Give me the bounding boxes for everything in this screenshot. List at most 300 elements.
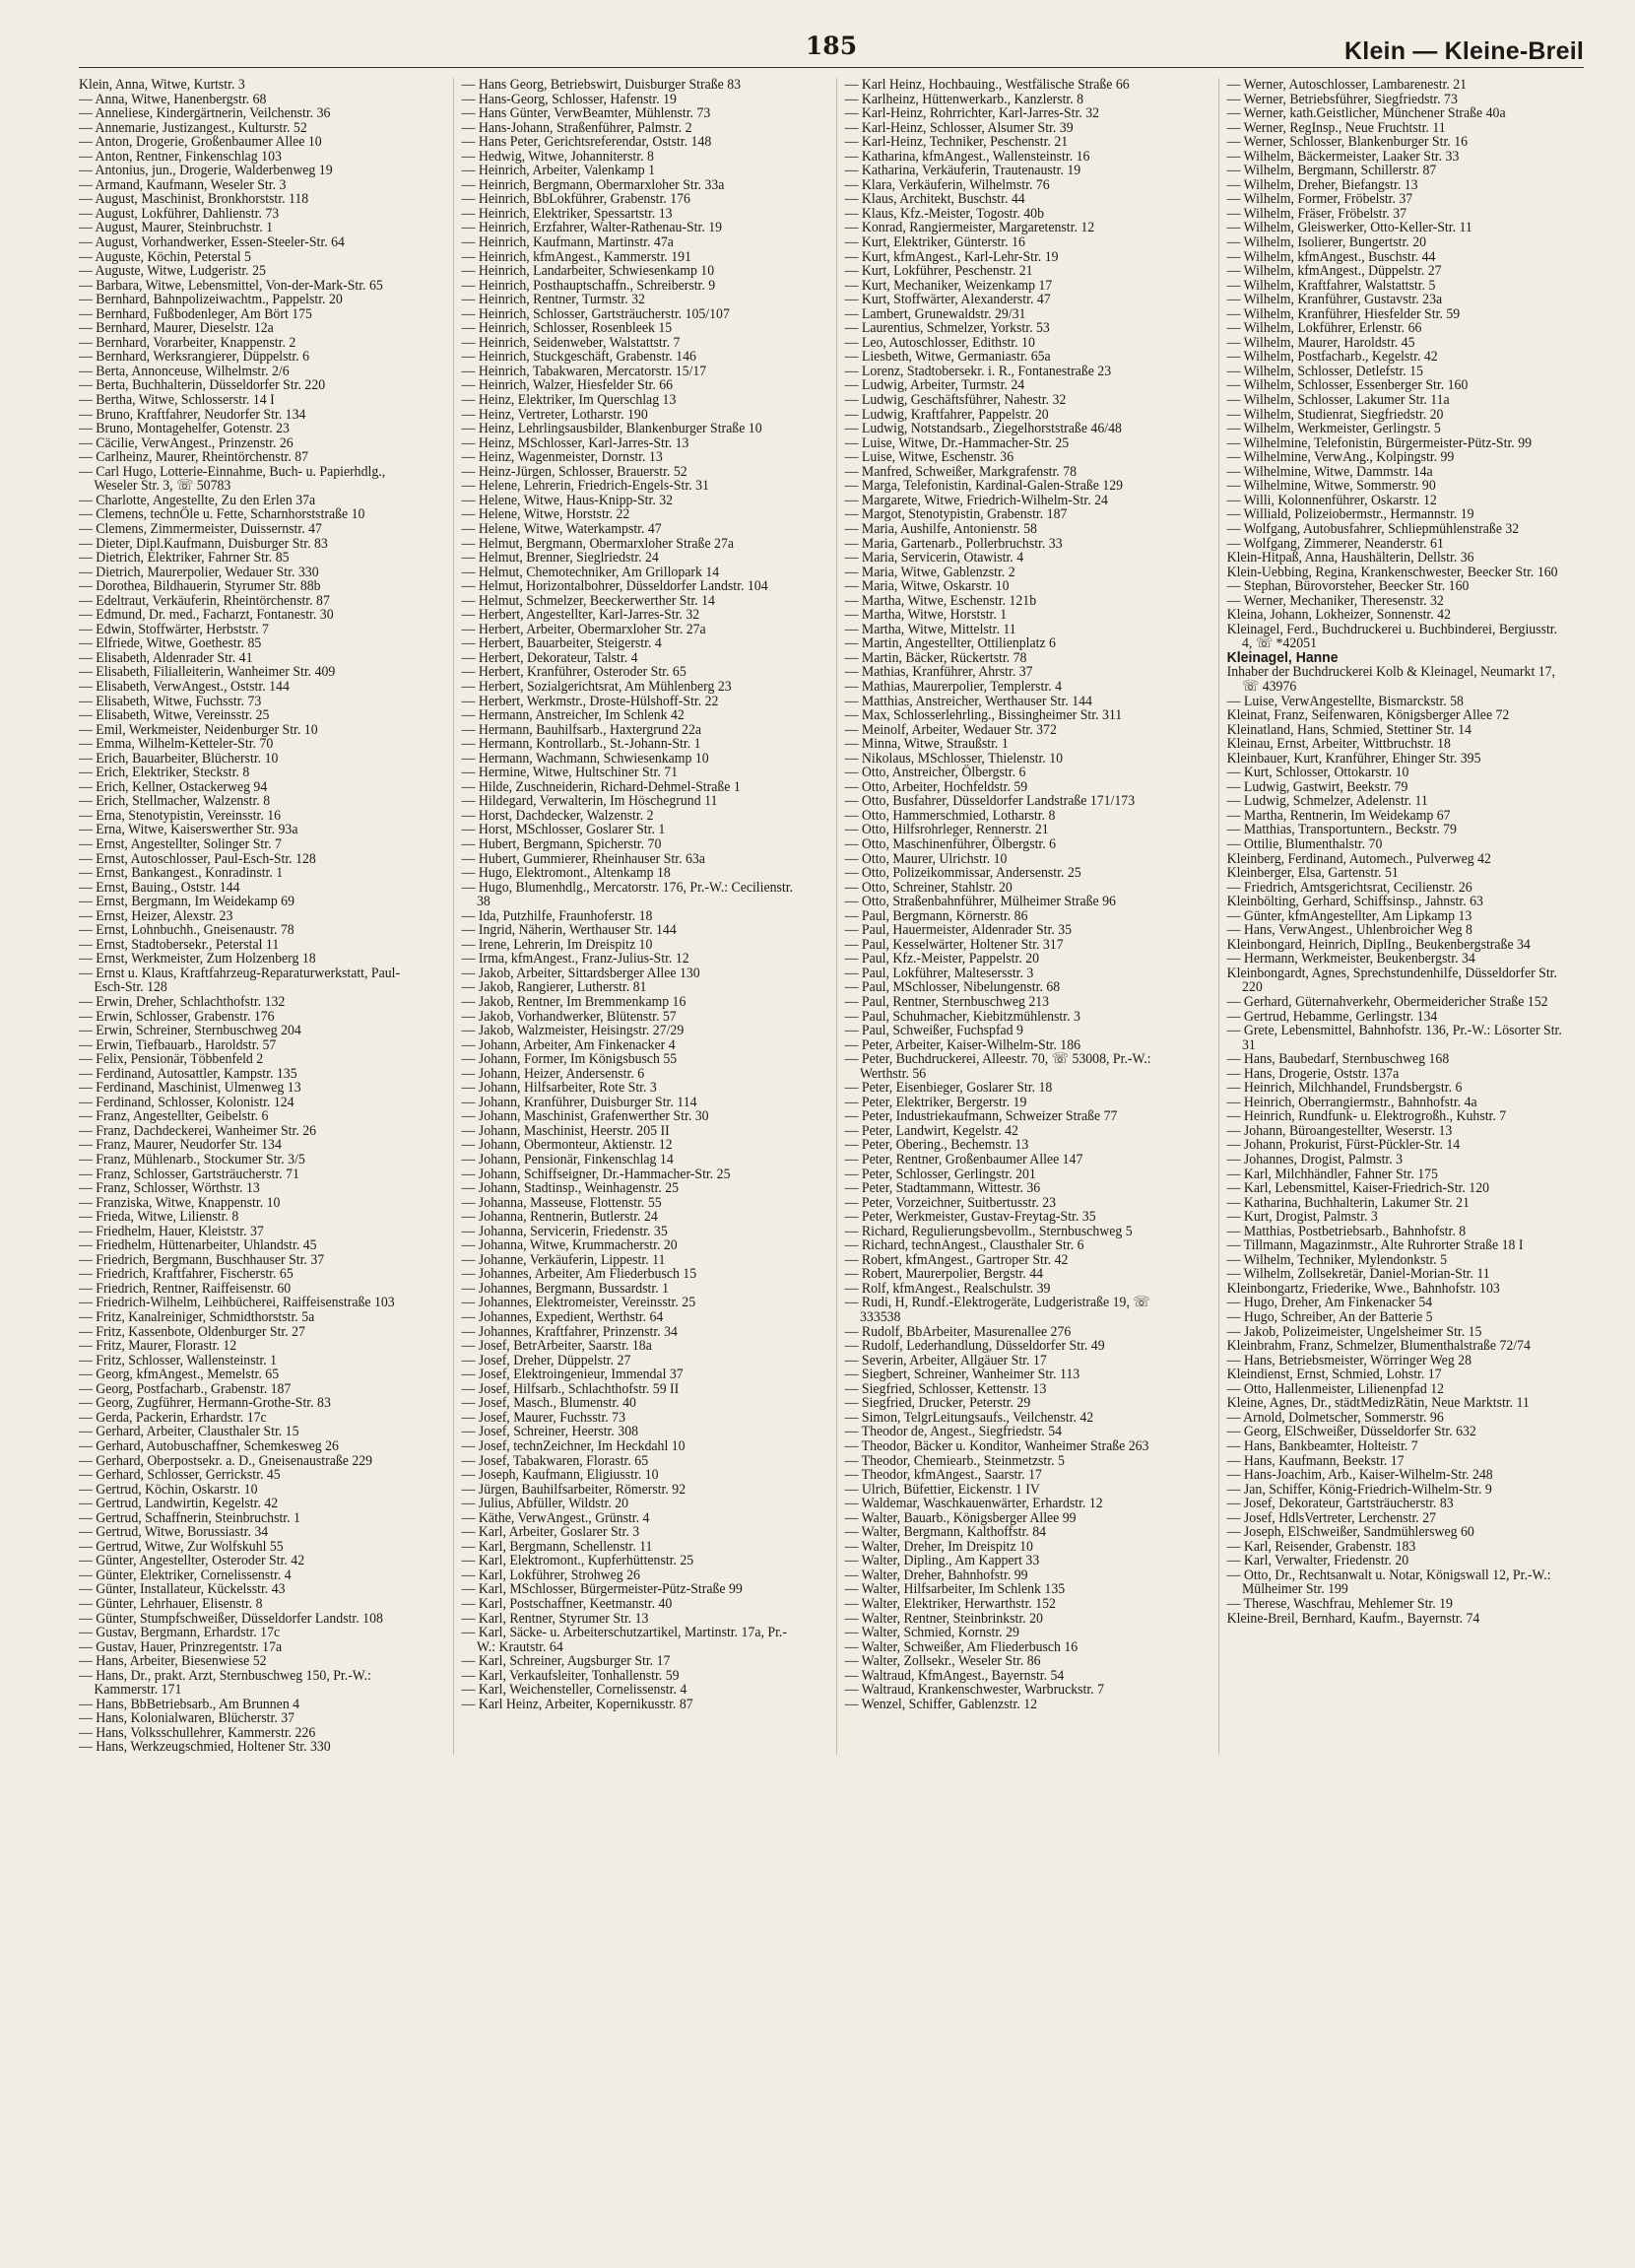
directory-entry: — Peter, Buchdruckerei, Alleestr. 70, ☏ 53008, Pr.-W.: Werthstr. 56 <box>844 1051 1151 1082</box>
directory-entry: — Friedrich-Wilhelm, Leihbücherei, Raiffeisenstraße 103 <box>79 1295 395 1311</box>
directory-entry: Kleinbölting, Gerhard, Schiffsinsp., Jahnstr. 63 <box>1226 894 1484 910</box>
directory-entry: — Karl-Heinz, Techniker, Peschenstr. 21 <box>844 134 1068 151</box>
directory-entry: Kleinbauer, Kurt, Kranführer, Ehinger Str. 395 <box>1226 750 1481 767</box>
directory-entry: — Georg, Postfacharb., Grabenstr. 187 <box>79 1380 292 1397</box>
directory-entry: — Franz, Schlosser, Wörthstr. 13 <box>79 1180 260 1197</box>
directory-entry: — Arnold, Dolmetscher, Sommerstr. 96 <box>1226 1409 1444 1426</box>
directory-entry: — Werner, RegInsp., Neue Fruchtstr. 11 <box>1226 119 1446 136</box>
directory-entry: — Ludwig, Gastwirt, Beekstr. 79 <box>1226 778 1408 795</box>
directory-entry: — Franz, Angestellter, Geibelstr. 6 <box>79 1108 269 1125</box>
directory-entry: — Horst, MSchlosser, Goslarer Str. 1 <box>461 822 666 838</box>
directory-entry: — Johannes, Expedient, Werthstr. 64 <box>461 1309 664 1326</box>
directory-entry: — Gertrud, Witwe, Borussiastr. 34 <box>79 1524 269 1541</box>
directory-entry: — Otto, Busfahrer, Düsseldorfer Landstraße 171/173 <box>844 793 1135 810</box>
directory-entry: — Fritz, Schlosser, Wallensteinstr. 1 <box>79 1352 278 1368</box>
directory-entry: — Gerhard, Oberpostsekr. a. D., Gneisenaustraße 229 <box>79 1452 373 1469</box>
directory-entry: — Barbara, Witwe, Lebensmittel, Von-der-Mark-Str. 65 <box>79 277 383 294</box>
directory-entry: — Hans, Volksschullehrer, Kammerstr. 226 <box>79 1724 316 1741</box>
directory-entry: — Johannes, Elektromeister, Vereinsstr. 25 <box>461 1295 695 1311</box>
directory-entry: — Bernhard, Maurer, Dieselstr. 12a <box>79 320 274 337</box>
directory-entry: — Kurt, Stoffwärter, Alexanderstr. 47 <box>844 292 1051 308</box>
directory-entry: — Annemarie, Justizangest., Kulturstr. 52 <box>79 119 307 136</box>
directory-entry: Kleinagel, Hanne <box>1226 649 1339 666</box>
directory-entry: — Herbert, Werkmstr., Droste-Hülshoff-Str. 22 <box>461 693 719 709</box>
directory-entry: — Erna, Witwe, Kaiserswerther Str. 93a <box>79 822 298 838</box>
directory-entry: — August, Vorhandwerker, Essen-Steeler-Str. 64 <box>79 234 345 251</box>
directory-entry: Kleinberger, Elsa, Gartenstr. 51 <box>1226 865 1400 882</box>
page-header <box>79 33 1584 68</box>
directory-entry: — Hugo, Elektromont., Altenkamp 18 <box>461 865 671 882</box>
directory-entry: — Ernst, Autoschlosser, Paul-Esch-Str. 128 <box>79 850 316 867</box>
directory-entry: — Werner, Autoschlosser, Lambarenestr. 21 <box>1226 77 1468 93</box>
directory-entry: — Paul, MSchlosser, Nibelungenstr. 68 <box>844 979 1060 996</box>
directory-entry: — Auguste, Köchin, Peterstal 5 <box>79 248 251 265</box>
directory-entry: — Paul, Kfz.-Meister, Pappelstr. 20 <box>844 951 1039 967</box>
directory-entry: — Josef, Dreher, Düppelstr. 27 <box>461 1352 631 1368</box>
directory-entry: — Hans, Kaufmann, Beekstr. 17 <box>1226 1452 1405 1469</box>
directory-entry: — Karl, MSchlosser, Bürgermeister-Pütz-Straße 99 <box>461 1581 743 1598</box>
directory-entry: — Ida, Putzhilfe, Fraunhoferstr. 18 <box>461 907 653 924</box>
directory-entry: — Wilhelm, Schlosser, Detlefstr. 15 <box>1226 363 1424 379</box>
directory-entry: — Otto, Polizeikommissar, Andersenstr. 25 <box>844 865 1081 882</box>
directory-entry: — Wilhelm, Postfacharb., Kegelstr. 42 <box>1226 349 1438 366</box>
directory-entry: — Heinz, MSchlosser, Karl-Jarres-Str. 13 <box>461 434 689 451</box>
directory-entry: — Georg, Zugführer, Hermann-Grothe-Str. 83 <box>79 1395 331 1412</box>
directory-entry: — Gustav, Hauer, Prinzregentstr. 17a <box>79 1638 283 1655</box>
directory-entry: — Klara, Verkäuferin, Wilhelmstr. 76 <box>844 176 1050 193</box>
directory-entry: — Martha, Rentnerin, Im Weidekamp 67 <box>1226 807 1451 824</box>
directory-entry: — Wilhelm, Techniker, Mylendonkstr. 5 <box>1226 1251 1448 1268</box>
directory-entry: — Laurentius, Schmelzer, Yorkstr. 53 <box>844 320 1050 337</box>
directory-entry: — Otto, Maurer, Ulrichstr. 10 <box>844 850 1007 867</box>
directory-entry: — Ernst, Stadtobersekr., Peterstal 11 <box>79 936 280 953</box>
directory-entry: — Theodor, Bäcker u. Konditor, Wanheimer Straße 263 <box>844 1437 1148 1454</box>
directory-entry: — Herbert, Arbeiter, Obermarxloher Str. 27a <box>461 621 706 637</box>
directory-entry: — Walter, Dreher, Im Dreispitz 10 <box>844 1538 1033 1555</box>
directory-entry: — Bruno, Kraftfahrer, Neudorfer Str. 134 <box>79 406 306 423</box>
directory-entry: — Walter, Schweißer, Am Fliederbusch 16 <box>844 1638 1078 1655</box>
directory-entry: — Karl, Säcke- u. Arbeiterschutzartikel, Martinstr. 17a, Pr.-W.: Krautstr. 64 <box>461 1625 787 1655</box>
directory-entry: — Heinrich, kfmAngest., Kammerstr. 191 <box>461 248 691 265</box>
directory-entry: — Severin, Arbeiter, Allgäuer Str. 17 <box>844 1352 1047 1368</box>
directory-entry: — Friedrich, Bergmann, Buschhauser Str. 37 <box>79 1251 325 1268</box>
directory-entry: — Johann, Stadtinsp., Weinhagenstr. 25 <box>461 1180 679 1197</box>
directory-entry: Kleinagel, Ferd., Buchdruckerei u. Buchbinderei, Bergiusstr. 4, ☏ *42051 <box>1226 621 1558 652</box>
directory-entry: Klein-Hitpaß, Anna, Haushälterin, Dellstr. 36 <box>1226 550 1474 567</box>
directory-entry: — Elfriede, Witwe, Goethestr. 85 <box>79 635 262 652</box>
directory-entry: — Hermann, Bauhilfsarb., Haxtergrund 22a <box>461 721 701 738</box>
directory-entry: — Heinrich, Milchhandel, Frundsbergstr. 6 <box>1226 1080 1463 1097</box>
directory-entry: — Josef, Schreiner, Heerstr. 308 <box>461 1424 638 1440</box>
directory-entry: — Jakob, Rentner, Im Bremmenkamp 16 <box>461 994 687 1010</box>
directory-entry: — Wilhelm, Kranführer, Gustavstr. 23a <box>1226 292 1443 308</box>
directory-entry: — Walter, Elektriker, Herwarthstr. 152 <box>844 1595 1056 1612</box>
directory-entry: — Theodor, kfmAngest., Saarstr. 17 <box>844 1467 1042 1484</box>
directory-entry: — Heinrich, Kaufmann, Martinstr. 47a <box>461 234 674 251</box>
directory-column-3 <box>836 78 1187 1755</box>
directory-entry: Kleinau, Ernst, Arbeiter, Wittbruchstr. 18 <box>1226 736 1452 753</box>
directory-entry: — Wilhelm, Lokführer, Erlenstr. 66 <box>1226 320 1422 337</box>
directory-entry: — Margot, Stenotypistin, Grabenstr. 187 <box>844 506 1067 523</box>
directory-entry: — Peter, Landwirt, Kegelstr. 42 <box>844 1122 1018 1139</box>
directory-entry: — Wilhelm, kfmAngest., Buschstr. 44 <box>1226 248 1436 265</box>
directory-entry: — Friedrich, Kraftfahrer, Fischerstr. 65 <box>79 1266 294 1283</box>
directory-entry: — Karl, Arbeiter, Goslarer Str. 3 <box>461 1524 639 1541</box>
directory-entry: — Luise, Witwe, Dr.-Hammacher-Str. 25 <box>844 434 1069 451</box>
directory-entry: — Jakob, Walzmeister, Heisingstr. 27/29 <box>461 1023 685 1039</box>
directory-entry: — Ludwig, Geschäftsführer, Nahestr. 32 <box>844 392 1066 409</box>
directory-entry: — Berta, Annonceuse, Wilhelmstr. 2/6 <box>79 363 290 379</box>
directory-entry: — Irene, Lehrerin, Im Dreispitz 10 <box>461 936 653 953</box>
directory-entry: — Helmut, Horizontalbohrer, Düsseldorfer Landstr. 104 <box>461 578 768 595</box>
directory-entry: — Kurt, Elektriker, Günterstr. 16 <box>844 234 1025 251</box>
directory-entry: — Hermann, Werkmeister, Beukenbergstr. 34 <box>1226 951 1476 967</box>
directory-entry: — Martin, Angestellter, Ottilienplatz 6 <box>844 635 1056 652</box>
directory-entry: — Hans Günter, VerwBeamter, Mühlenstr. 73 <box>461 105 711 122</box>
directory-entry: — Martha, Witwe, Eschenstr. 121b <box>844 592 1036 609</box>
directory-entry: — Josef, HdlsVertreter, Lerchenstr. 27 <box>1226 1509 1437 1526</box>
directory-entry: — Tillmann, Magazinmstr., Alte Ruhrorter Straße 18 I <box>1226 1237 1524 1254</box>
directory-entry: — Herbert, Angestellter, Karl-Jarres-Str. 32 <box>461 607 699 624</box>
directory-entry: — Lorenz, Stadtobersekr. i. R., Fontanestraße 23 <box>844 363 1111 379</box>
directory-entry: — Wilhelmine, VerwAng., Kolpingstr. 99 <box>1226 449 1455 466</box>
directory-entry: — Therese, Waschfrau, Mehlemer Str. 19 <box>1226 1595 1454 1612</box>
directory-entry: — Johanne, Verkäuferin, Lippestr. 11 <box>461 1251 666 1268</box>
directory-entry: — Liesbeth, Witwe, Germaniastr. 65a <box>844 349 1051 366</box>
directory-entry: — Elisabeth, VerwAngest., Oststr. 144 <box>79 678 290 695</box>
directory-entry: — Ingrid, Näherin, Werthauser Str. 144 <box>461 922 677 939</box>
directory-entry: Inhaber der Buchdruckerei Kolb & Kleinagel, Neumarkt 17, ☏ 43976 <box>1226 664 1556 695</box>
directory-entry: — Heinrich, Stuckgeschäft, Grabenstr. 146 <box>461 349 696 366</box>
directory-entry: — Ferdinand, Schlosser, Kolonistr. 124 <box>79 1094 294 1110</box>
directory-entry: — Ernst, Bauing., Oststr. 144 <box>79 879 240 896</box>
directory-entry: — Helene, Witwe, Waterkampstr. 47 <box>461 520 662 537</box>
directory-entry: — Kurt, kfmAngest., Karl-Lehr-Str. 19 <box>844 248 1059 265</box>
directory-entry: — Gertrud, Köchin, Oskarstr. 10 <box>79 1481 258 1498</box>
directory-entry: — Wilhelm, Kranführer, Hiesfelder Str. 59 <box>1226 305 1461 322</box>
directory-entry: — Maria, Gartenarb., Pollerbruchstr. 33 <box>844 535 1063 552</box>
directory-entry: — Joseph, Kaufmann, Eligiusstr. 10 <box>461 1467 659 1484</box>
directory-entry: — Günter, kfmAngestellter, Am Lipkamp 13 <box>1226 907 1472 924</box>
directory-entry: — Johann, Maschinist, Grafenwerther Str. 30 <box>461 1108 709 1125</box>
directory-entry: — Peter, Rentner, Großenbaumer Allee 147 <box>844 1152 1082 1168</box>
directory-entry: — Hans Peter, Gerichtsreferendar, Oststr. 148 <box>461 134 712 151</box>
directory-entry: — Emma, Wilhelm-Ketteler-Str. 70 <box>79 736 274 753</box>
directory-entry: — Dietrich, Maurerpolier, Wedauer Str. 330 <box>79 564 319 580</box>
directory-entry: — Karl, Verkaufsleiter, Tonhallenstr. 59 <box>461 1667 680 1684</box>
directory-entry: — Johanna, Servicerin, Friedenstr. 35 <box>461 1223 668 1239</box>
directory-entry: — Manfred, Schweißer, Markgrafenstr. 78 <box>844 463 1077 480</box>
directory-entry: — Heinz, Lehrlingsausbilder, Blankenburger Straße 10 <box>461 421 762 437</box>
directory-entry: — Friedhelm, Hüttenarbeiter, Uhlandstr. 45 <box>79 1237 317 1254</box>
directory-entry: — Ulrich, Büfettier, Eickenstr. 1 IV <box>844 1481 1040 1498</box>
directory-entry: — Auguste, Witwe, Ludgeristr. 25 <box>79 263 266 280</box>
directory-entry: — Willi, Kolonnenführer, Oskarstr. 12 <box>1226 492 1438 508</box>
directory-entry: — Franz, Schlosser, Gartsträucherstr. 71 <box>79 1166 299 1182</box>
directory-entry: Kleinbongard, Heinrich, DiplIng., Beukenbergstraße 34 <box>1226 936 1532 953</box>
directory-entry: — Otto, Dr., Rechtsanwalt u. Notar, Königswall 12, Pr.-W.: Mülheimer Str. 199 <box>1226 1567 1551 1598</box>
directory-entry: — August, Lokführer, Dahlienstr. 73 <box>79 205 280 222</box>
directory-entry: Klein, Anna, Witwe, Kurtstr. 3 <box>79 77 245 93</box>
directory-entry: — Carlheinz, Maurer, Rheintörchenstr. 87 <box>79 449 309 466</box>
directory-entry: — Georg, ElSchweißer, Düsseldorfer Str. 632 <box>1226 1424 1477 1440</box>
directory-entry: — Frieda, Witwe, Lilienstr. 8 <box>79 1209 239 1226</box>
directory-entry: — Richard, Regulierungsbevollm., Sternbuschweg 5 <box>844 1223 1133 1239</box>
directory-entry: — Hans, Arbeiter, Biesenwiese 52 <box>79 1653 267 1670</box>
directory-entry: — Gustav, Bergmann, Erhardstr. 17c <box>79 1625 281 1641</box>
directory-entry: — Walter, Hilfsarbeiter, Im Schlenk 135 <box>844 1581 1065 1598</box>
directory-entry: — Wilhelm, Studienrat, Siegfriedstr. 20 <box>1226 406 1444 423</box>
directory-entry: — Wenzel, Schiffer, Gablenzstr. 12 <box>844 1696 1037 1712</box>
directory-entry: — Ernst u. Klaus, Kraftfahrzeug-Reparaturwerkstatt, Paul-Esch-Str. 128 <box>79 965 401 996</box>
directory-entry: — Konrad, Rangiermeister, Margaretenstr. 12 <box>844 220 1094 236</box>
directory-entry: — Peter, Schlosser, Gerlingstr. 201 <box>844 1166 1036 1182</box>
directory-entry: — Ernst, Bankangest., Konradinstr. 1 <box>79 865 284 882</box>
directory-entry: — Edeltraut, Verkäuferin, Rheintörchenstr. 87 <box>79 592 330 609</box>
directory-entry: — Katharina, Verkäuferin, Trautenaustr. 19 <box>844 163 1080 179</box>
directory-entry: — Wilhelm, Bergmann, Schillerstr. 87 <box>1226 163 1437 179</box>
directory-entry: Kleinbrahm, Franz, Schmelzer, Blumenthalstraße 72/74 <box>1226 1338 1532 1355</box>
directory-entry: — Helmut, Brenner, Sieglriedstr. 24 <box>461 550 659 567</box>
directory-entry: — Werner, Mechaniker, Theresenstr. 32 <box>1226 592 1445 609</box>
directory-entry: — Bruno, Montagehelfer, Gotenstr. 23 <box>79 421 290 437</box>
directory-entry: — Heinrich, Posthauptschaffn., Schreiberstr. 9 <box>461 277 715 294</box>
directory-entry: — Maria, Servicerin, Otawistr. 4 <box>844 550 1023 567</box>
directory-entry: — Wilhelm, Zollsekretär, Daniel-Morian-Str. 11 <box>1226 1266 1490 1283</box>
directory-entry: — Wilhelmine, Witwe, Sommerstr. 90 <box>1226 478 1437 495</box>
directory-entry: — Helene, Witwe, Horststr. 22 <box>461 506 630 523</box>
directory-column-4 <box>1218 78 1569 1755</box>
directory-entry: — Herbert, Kranführer, Osteroder Str. 65 <box>461 664 687 681</box>
directory-entry: — Paul, Schweißer, Fuchspfad 9 <box>844 1023 1023 1039</box>
directory-entry: — Ferdinand, Autosattler, Kampstr. 135 <box>79 1065 297 1082</box>
directory-entry: — Helene, Witwe, Haus-Knipp-Str. 32 <box>461 492 673 508</box>
directory-entry: — Emil, Werkmeister, Neidenburger Str. 10 <box>79 721 318 738</box>
directory-entry: — Mathias, Kranführer, Ahrstr. 37 <box>844 664 1033 681</box>
directory-entry: — Hans, Baubedarf, Sternbuschweg 168 <box>1226 1051 1450 1068</box>
directory-entry: — Johann, Former, Im Königsbusch 55 <box>461 1051 677 1068</box>
directory-entry: — Waltraud, KfmAngest., Bayernstr. 54 <box>844 1667 1064 1684</box>
directory-column-1 <box>79 78 421 1755</box>
directory-entry: — Helmut, Chemotechniker, Am Grillopark 14 <box>461 564 719 580</box>
directory-entry: — Karl-Heinz, Rohrrichter, Karl-Jarres-Str. 32 <box>844 105 1099 122</box>
directory-entry: — Carl Hugo, Lotterie-Einnahme, Buch- u. Papierhdlg., Weseler Str. 3, ☏ 50783 <box>79 463 386 495</box>
directory-entry: — Günter, Angestellter, Osteroder Str. 42 <box>79 1553 305 1569</box>
directory-entry: — Katharina, Buchhalterin, Lakumer Str. 21 <box>1226 1194 1471 1211</box>
directory-entry: — Simon, TelgrLeitungsaufs., Veilchenstr. 42 <box>844 1409 1093 1426</box>
page-number: 185 <box>805 32 858 60</box>
directory-entry: — Erich, Kellner, Ostackerweg 94 <box>79 778 268 795</box>
directory-entry: — Otto, Hammerschmied, Lotharstr. 8 <box>844 807 1055 824</box>
directory-entry: — Erwin, Dreher, Schlachthofstr. 132 <box>79 994 286 1010</box>
directory-entry: — Hans, VerwAngest., Uhlenbroicher Weg 8 <box>1226 922 1473 939</box>
directory-entry: — Wilhelm, kfmAngest., Düppelstr. 27 <box>1226 263 1442 280</box>
directory-entry: — Nikolaus, MSchlosser, Thielenstr. 10 <box>844 750 1063 767</box>
directory-entry: — Wolfgang, Autobusfahrer, Schliepmühlenstraße 32 <box>1226 520 1520 537</box>
directory-entry: — Rolf, kfmAngest., Realschulstr. 39 <box>844 1280 1050 1297</box>
directory-entry: — Karl, Weichensteller, Cornelissenstr. 4 <box>461 1682 687 1699</box>
directory-entry: — Siegfried, Drucker, Peterstr. 29 <box>844 1395 1030 1412</box>
directory-entry: — Helene, Lehrerin, Friedrich-Engels-Str. 31 <box>461 478 709 495</box>
directory-entry: — Karl, Verwalter, Friedenstr. 20 <box>1226 1553 1409 1569</box>
directory-entry: — Elisabeth, Filialleiterin, Wanheimer Str. 409 <box>79 664 336 681</box>
directory-entry: — Heinrich, Oberrangiermstr., Bahnhofstr. 4a <box>1226 1094 1477 1110</box>
directory-entry: — Anton, Rentner, Finkenschlag 103 <box>79 148 282 165</box>
directory-entry: — Jakob, Arbeiter, Sittardsberger Allee 130 <box>461 965 700 981</box>
directory-entry: — Clemens, Zimmermeister, Duissernstr. 47 <box>79 520 322 537</box>
directory-entry: — Edmund, Dr. med., Facharzt, Fontanestr. 30 <box>79 607 334 624</box>
directory-entry: — Siegfried, Schlosser, Kettenstr. 13 <box>844 1380 1046 1397</box>
directory-entry: — Gerhard, Arbeiter, Clausthaler Str. 15 <box>79 1424 299 1440</box>
directory-entry: — Kurt, Lokführer, Peschenstr. 21 <box>844 263 1033 280</box>
directory-entry: — Erwin, Tiefbauarb., Haroldstr. 57 <box>79 1036 277 1053</box>
directory-entry: — Hans, Bankbeamter, Holteistr. 7 <box>1226 1437 1418 1454</box>
directory-entry: — Katharina, kfmAngest., Wallensteinstr. 16 <box>844 148 1089 165</box>
directory-entry: — Walter, Bauarb., Königsberger Allee 99 <box>844 1509 1077 1526</box>
directory-entry: — Gerhard, Güternahverkehr, Obermeidericher Straße 152 <box>1226 994 1548 1010</box>
directory-entry: Klein-Uebbing, Regina, Krankenschwester, Beecker Str. 160 <box>1226 564 1558 580</box>
directory-entry: — Karl, Lebensmittel, Kaiser-Friedrich-Str. 120 <box>1226 1180 1490 1197</box>
directory-entry: — Gerda, Packerin, Erhardstr. 17c <box>79 1409 267 1426</box>
directory-entry: — Wilhelm, Werkmeister, Gerlingstr. 5 <box>1226 421 1442 437</box>
directory-entry: — Peter, Stadtammann, Wittestr. 36 <box>844 1180 1040 1197</box>
directory-entry: — Heinrich, Schlosser, Gartsträucherstr. 105/107 <box>461 305 730 322</box>
directory-entry: — Johann, Büroangestellter, Weserstr. 13 <box>1226 1122 1453 1139</box>
directory-entry: — Franz, Maurer, Neudorfer Str. 134 <box>79 1137 282 1154</box>
directory-entry: — Jakob, Vorhandwerker, Blütenstr. 57 <box>461 1008 677 1025</box>
directory-entry: — Hilde, Zuschneiderin, Richard-Dehmel-Straße 1 <box>461 778 741 795</box>
directory-entry: — Erich, Bauarbeiter, Blücherstr. 10 <box>79 750 279 767</box>
directory-entry: — Armand, Kaufmann, Weseler Str. 3 <box>79 176 287 193</box>
directory-entry: — Edwin, Stoffwärter, Herbststr. 7 <box>79 621 269 637</box>
directory-entry: — Matthias, Anstreicher, Werthauser Str. 144 <box>844 693 1092 709</box>
directory-entry: — Johann, Prokurist, Fürst-Pückler-Str. 14 <box>1226 1137 1461 1154</box>
directory-entry: — Josef, Hilfsarb., Schlachthofstr. 59 II <box>461 1380 680 1397</box>
directory-entry: — Erwin, Schreiner, Sternbuschweg 204 <box>79 1023 301 1039</box>
directory-entry: — Ernst, Werkmeister, Zum Holzenberg 18 <box>79 951 316 967</box>
directory-entry: — Otto, Schreiner, Stahlstr. 20 <box>844 879 1013 896</box>
directory-entry: — Cäcilie, VerwAngest., Prinzenstr. 26 <box>79 434 294 451</box>
directory-entry: — Walter, Schmied, Kornstr. 29 <box>844 1625 1019 1641</box>
directory-entry: — Friedhelm, Hauer, Kleiststr. 37 <box>79 1223 264 1239</box>
directory-entry: — Martha, Witwe, Horststr. 1 <box>844 607 1007 624</box>
directory-entry: — Josef, Dekorateur, Gartsträucherstr. 83 <box>1226 1496 1454 1512</box>
directory-entry: — Otto, Straßenbahnführer, Mülheimer Straße 96 <box>844 894 1116 910</box>
directory-entry: — Otto, Anstreicher, Ölbergstr. 6 <box>844 765 1025 781</box>
directory-entry: — August, Maurer, Steinbruchstr. 1 <box>79 220 274 236</box>
directory-entry: Kleine-Breil, Bernhard, Kaufm., Bayernstr. 74 <box>1226 1610 1480 1627</box>
directory-entry: — Dieter, Dipl.Kaufmann, Duisburger Str. 83 <box>79 535 328 552</box>
directory-entry: — Heinrich, Arbeiter, Valenkamp 1 <box>461 163 655 179</box>
directory-entry: — Marga, Telefonistin, Kardinal-Galen-Straße 129 <box>844 478 1123 495</box>
directory-entry: — Otto, Maschinenführer, Ölbergstr. 6 <box>844 835 1056 852</box>
directory-entry: — Dorothea, Bildhauerin, Styrumer Str. 88b <box>79 578 321 595</box>
directory-entry: — Hans, BbBetriebsarb., Am Brunnen 4 <box>79 1696 300 1712</box>
directory-entry: — Jakob, Rangierer, Lutherstr. 81 <box>461 979 647 996</box>
directory-entry: — Ottilie, Blumenthalstr. 70 <box>1226 835 1383 852</box>
directory-entry: — Wilhelm, Gleiswerker, Otto-Keller-Str. 11 <box>1226 220 1473 236</box>
directory-entry: — Wolfgang, Zimmerer, Neanderstr. 61 <box>1226 535 1445 552</box>
directory-entry: — Joseph, ElSchweißer, Sandmühlersweg 60 <box>1226 1524 1475 1541</box>
directory-entry: — Georg, kfmAngest., Memelstr. 65 <box>79 1367 280 1383</box>
directory-entry: — Berta, Buchhalterin, Düsseldorfer Str. 220 <box>79 377 326 394</box>
directory-entry: Kleinbongartz, Friederike, Wwe., Bahnhofstr. 103 <box>1226 1280 1501 1297</box>
directory-entry: — Otto, Arbeiter, Hochfeldstr. 59 <box>844 778 1027 795</box>
directory-entry: — Rudi, H, Rundf.-Elektrogeräte, Ludgeristraße 19, ☏ 333538 <box>844 1295 1150 1326</box>
directory-entry: — Helmut, Bergmann, Obermarxloher Straße 27a <box>461 535 734 552</box>
directory-entry: — Rudolf, BbArbeiter, Masurenallee 276 <box>844 1323 1071 1340</box>
directory-entry: — Erna, Stenotypistin, Vereinsstr. 16 <box>79 807 282 824</box>
directory-entry: — Wilhelmine, Witwe, Dammstr. 14a <box>1226 463 1433 480</box>
directory-entry: — Ludwig, Kraftfahrer, Pappelstr. 20 <box>844 406 1049 423</box>
directory-entry: — Maria, Aushilfe, Antonienstr. 58 <box>844 520 1037 537</box>
directory-entry: Kleinat, Franz, Seifenwaren, Königsberger Allee 72 <box>1226 707 1510 724</box>
directory-entry: — Bertha, Witwe, Schlosserstr. 14 I <box>79 392 275 409</box>
directory-entry: — Bernhard, Fußbodenleger, Am Bört 175 <box>79 305 312 322</box>
directory-entry: — Wilhelm, Dreher, Biefangstr. 13 <box>1226 176 1418 193</box>
directory-entry: — Hans-Georg, Schlosser, Hafenstr. 19 <box>461 91 677 107</box>
directory-entry: — Johanna, Masseuse, Flottenstr. 55 <box>461 1194 662 1211</box>
directory-entry: — Josef, Masch., Blumenstr. 40 <box>461 1395 636 1412</box>
directory-entry: — Heinrich, BbLokführer, Grabenstr. 176 <box>461 191 690 208</box>
directory-entry: — Heinz, Vertreter, Lotharstr. 190 <box>461 406 648 423</box>
directory-entry: — Fritz, Maurer, Florastr. 12 <box>79 1338 237 1355</box>
directory-entry: — Günter, Lehrhauer, Elisenstr. 8 <box>79 1595 263 1612</box>
directory-entry: — Wilhelm, Kraftfahrer, Walstattstr. 5 <box>1226 277 1436 294</box>
directory-entry: — Gertrud, Hebamme, Gerlingstr. 134 <box>1226 1008 1438 1025</box>
directory-entry: — Walter, Dreher, Bahnhofstr. 99 <box>844 1567 1028 1583</box>
directory-entry: — Heinrich, Schlosser, Rosenbleek 15 <box>461 320 672 337</box>
directory-entry: — Herbert, Sozialgerichtsrat, Am Mühlenberg 23 <box>461 678 732 695</box>
directory-entry: — Williald, Polizeiobermstr., Hermannstr. 19 <box>1226 506 1474 523</box>
directory-entry: — Josef, Tabakwaren, Florastr. 65 <box>461 1452 648 1469</box>
directory-entry: — Minna, Witwe, Straußstr. 1 <box>844 736 1009 753</box>
directory-entry: — Matthias, Postbetriebsarb., Bahnhofstr. 8 <box>1226 1223 1467 1239</box>
directory-entry: — Klaus, Kfz.-Meister, Togostr. 40b <box>844 205 1044 222</box>
directory-entry: — Ludwig, Notstandsarb., Ziegelhorststraße 46/48 <box>844 421 1122 437</box>
directory-entry: — Hans, Werkzeugschmied, Holtener Str. 330 <box>79 1739 331 1756</box>
directory-entry: — Helmut, Schmelzer, Beeckerwerther Str. 14 <box>461 592 715 609</box>
directory-entry: — Wilhelm, Bäckermeister, Laaker Str. 33 <box>1226 148 1460 165</box>
directory-entry: — Peter, Industriekaufmann, Schweizer Straße 77 <box>844 1108 1117 1125</box>
directory-entry: — August, Maschinist, Bronkhorststr. 118 <box>79 191 309 208</box>
directory-entry: — Peter, Arbeiter, Kaiser-Wilhelm-Str. 186 <box>844 1036 1080 1053</box>
directory-entry: — Karl, Reisender, Grabenstr. 183 <box>1226 1538 1416 1555</box>
directory-entry: — Mathias, Maurerpolier, Templerstr. 4 <box>844 678 1062 695</box>
directory-entry: — Johann, Obermonteur, Aktienstr. 12 <box>461 1137 673 1154</box>
directory-entry: — Werner, kath.Geistlicher, Münchener Straße 40a <box>1226 105 1506 122</box>
directory-entry: — Günter, Stumpfschweißer, Düsseldorfer Landstr. 108 <box>79 1610 383 1627</box>
directory-entry: — Karl Heinz, Hochbauing., Westfälische Straße 66 <box>844 77 1130 93</box>
directory-entry: Kleine, Agnes, Dr., städtMedizRätin, Neue Marktstr. 11 <box>1226 1395 1531 1412</box>
directory-entry: — Theodor de, Angest., Siegfriedstr. 54 <box>844 1424 1062 1440</box>
directory-entry: — Elisabeth, Aldenrader Str. 41 <box>79 649 253 666</box>
directory-entry: — Johannes, Bergmann, Bussardstr. 1 <box>461 1280 669 1297</box>
directory-entry: — Franziska, Witwe, Knappenstr. 10 <box>79 1194 281 1211</box>
directory-entry: — Hans, Drogerie, Oststr. 137a <box>1226 1065 1400 1082</box>
directory-entry: — Richard, technAngest., Clausthaler Str. 6 <box>844 1237 1084 1254</box>
directory-entry: — Peter, Elektriker, Bergerstr. 19 <box>844 1094 1026 1110</box>
directory-entry: Kleinbongardt, Agnes, Sprechstundenhilfe, Düsseldorfer Str. 220 <box>1226 965 1558 996</box>
directory-entry: — Paul, Bergmann, Körnerstr. 86 <box>844 907 1027 924</box>
directory-entry: — Bernhard, Vorarbeiter, Knappenstr. 2 <box>79 334 296 351</box>
directory-entry: — Robert, kfmAngest., Gartroper Str. 42 <box>844 1251 1068 1268</box>
directory-entry: — Fritz, Kassenbote, Oldenburger Str. 27 <box>79 1323 305 1340</box>
directory-entry: — Heinrich, Tabakwaren, Mercatorstr. 15/17 <box>461 363 706 379</box>
directory-entry: — Wilhelm, Fräser, Fröbelstr. 37 <box>1226 205 1407 222</box>
directory-columns <box>79 78 1584 1755</box>
directory-entry: — Julius, Abfüller, Wildstr. 20 <box>461 1496 628 1512</box>
